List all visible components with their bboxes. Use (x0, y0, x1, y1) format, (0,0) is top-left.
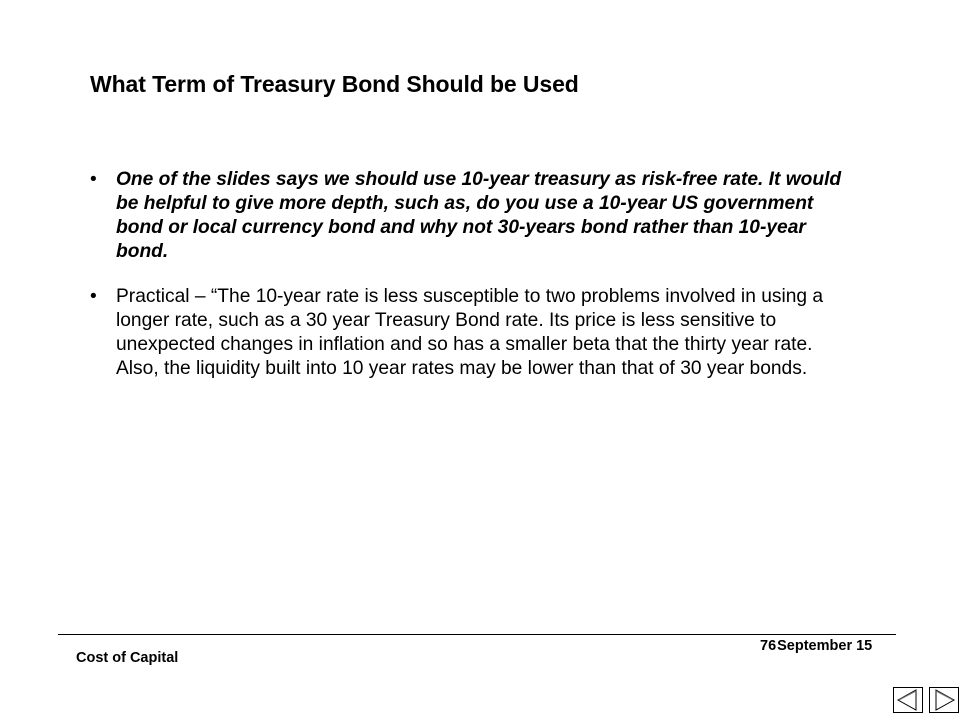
bullet-marker: • (90, 169, 97, 190)
footer-course-title: Cost of Capital (76, 650, 179, 666)
previous-slide-icon (894, 688, 922, 712)
footer-date: September 15 (777, 638, 873, 654)
slide-navigation (893, 687, 959, 713)
bullet-item-practical (90, 285, 850, 381)
previous-slide-button[interactable] (893, 687, 923, 713)
bullet-text-practical: Practical – “The 10-year rate is less susceptible to two problems involved in using a longer rate, such as a 30 year Treasury Bond rate. Its price is less sensitive to unexpected changes in inflation and so has a smaller beta that the thirty year rate. Also, the liquidity built into 10 year rates may be lower than that of 30 year bonds. (116, 286, 824, 379)
footer-divider (58, 634, 896, 635)
bullet-list (90, 168, 850, 381)
page-number: 76 (760, 638, 777, 654)
bullet-item-question (90, 168, 850, 264)
footer-page-info (760, 638, 872, 654)
bullet-marker: • (90, 286, 97, 307)
next-slide-button[interactable] (929, 687, 959, 713)
slide-title: What Term of Treasury Bond Should be Used (90, 71, 579, 97)
bullet-text-question: One of the slides says we should use 10-year treasury as risk-free rate. It would be helpful to give more depth, such as, do you use a 10-year US government bond or local currency bond and why not 30-years bond rather than 10-year bond. (116, 169, 842, 262)
next-slide-icon (930, 688, 958, 712)
